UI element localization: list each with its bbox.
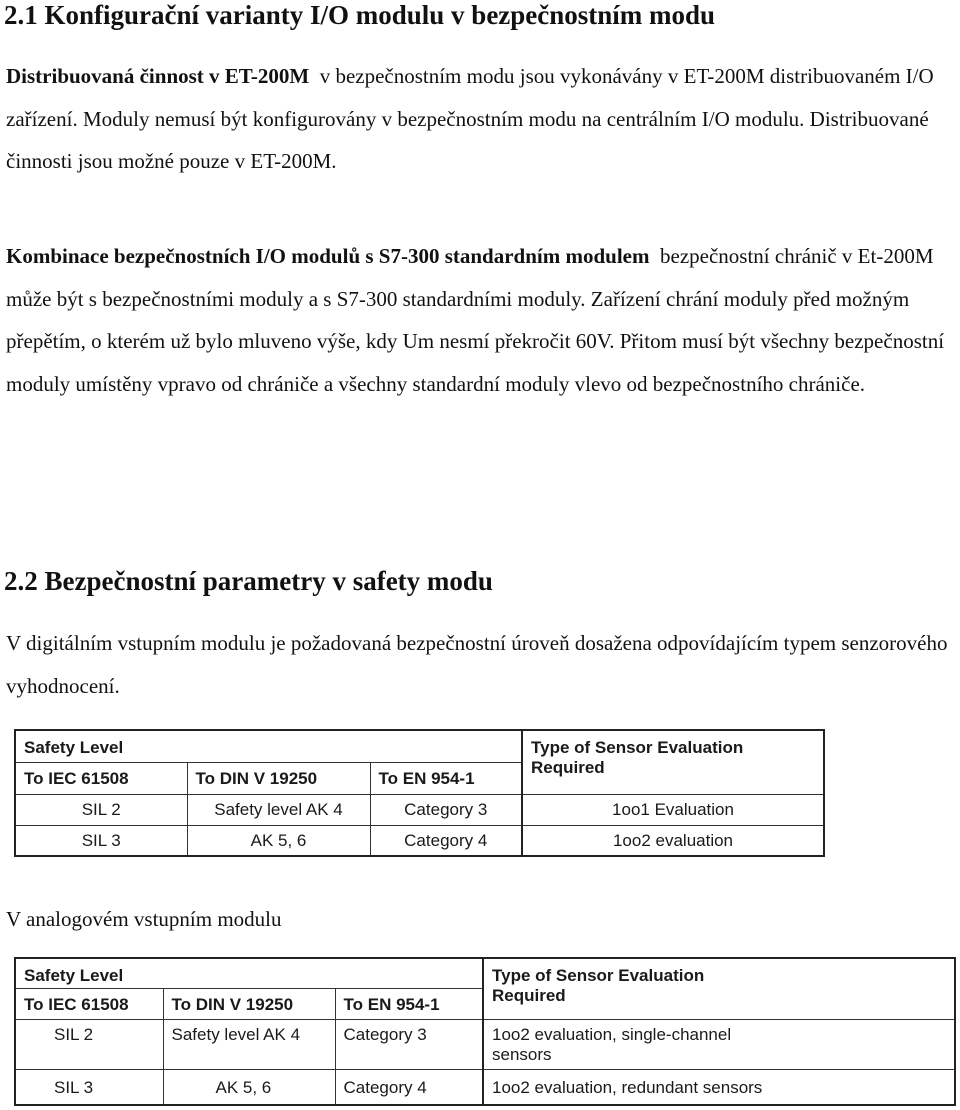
cell-din: AK 5, 6 xyxy=(163,1069,335,1105)
cell-evaluation-line2: sensors xyxy=(492,1044,552,1064)
analog-input-label: V analogovém vstupním modulu xyxy=(6,907,282,931)
cell-iec: SIL 3 xyxy=(15,825,187,856)
cell-din: Safety level AK 4 xyxy=(187,794,370,825)
header-sensor-evaluation xyxy=(522,730,824,794)
safety-table-analog xyxy=(14,957,956,1106)
paragraph-distributed-lead: Distribuovaná činnost v ET-200M xyxy=(6,64,310,88)
header-safety-level: Safety Level xyxy=(15,730,522,762)
cell-iec: SIL 2 xyxy=(15,794,187,825)
table-row xyxy=(15,794,824,825)
section-heading-2-2: 2.2 Bezpečnostní parametry v safety modu xyxy=(4,566,493,596)
header-din-v-19250: To DIN V 19250 xyxy=(163,988,335,1019)
header-sensor-evaluation-line1: Type of Sensor Evaluation xyxy=(531,738,744,757)
cell-en: Category 4 xyxy=(370,825,522,856)
cell-evaluation: 1oo1 Evaluation xyxy=(522,794,824,825)
cell-din: Safety level AK 4 xyxy=(163,1019,335,1069)
cell-din: AK 5, 6 xyxy=(187,825,370,856)
cell-en: Category 3 xyxy=(370,794,522,825)
cell-iec: SIL 3 xyxy=(15,1069,163,1105)
section-heading-2-1: 2.1 Konfigurační varianty I/O modulu v bezpečnostním modu xyxy=(4,0,716,30)
paragraph-distributed xyxy=(6,55,958,183)
header-din-v-19250: To DIN V 19250 xyxy=(187,762,370,794)
header-safety-level: Safety Level xyxy=(15,958,483,988)
cell-evaluation: 1oo2 evaluation xyxy=(522,825,824,856)
cell-evaluation: 1oo2 evaluation, redundant sensors xyxy=(483,1069,955,1105)
cell-en: Category 3 xyxy=(335,1019,483,1069)
paragraph-digital-input: V digitálním vstupním modulu je požadovaná bezpečnostní úroveň dosažena odpovídajícím typem senzorového vyhodnocení. xyxy=(6,631,948,698)
table-row xyxy=(15,825,824,856)
header-en-954-1: To EN 954-1 xyxy=(335,988,483,1019)
paragraph-combination xyxy=(6,235,958,405)
table-row xyxy=(15,1069,955,1105)
cell-iec: SIL 2 xyxy=(15,1019,163,1069)
cell-evaluation xyxy=(483,1019,955,1069)
paragraph-combination-lead: Kombinace bezpečnostních I/O modulů s S7-300 standardním modulem xyxy=(6,244,650,268)
cell-en: Category 4 xyxy=(335,1069,483,1105)
header-sensor-evaluation-line2: Required xyxy=(531,758,605,777)
cell-evaluation-line1: 1oo2 evaluation, single-channel xyxy=(492,1024,732,1044)
table-row xyxy=(15,1019,955,1069)
safety-table-digital xyxy=(14,729,825,857)
header-en-954-1: To EN 954-1 xyxy=(370,762,522,794)
header-iec-61508: To IEC 61508 xyxy=(15,988,163,1019)
header-sensor-evaluation-line1: Type of Sensor Evaluation xyxy=(492,966,705,985)
header-sensor-evaluation xyxy=(483,958,955,1019)
paragraph-distributed-text: v bezpečnostním modu jsou vykonávány v ET-200M distribuovaném I/O zařízení. Moduly nemusí být konfigurovány v bezpečnostním modu na centrálním I/O modulu. Distribuované činnosti jsou možné pouze v ET-200M. xyxy=(6,64,939,173)
header-iec-61508: To IEC 61508 xyxy=(15,762,187,794)
header-sensor-evaluation-line2: Required xyxy=(492,986,566,1005)
paragraph-combination-text: bezpečnostní chránič v Et-200M může být s bezpečnostními moduly a s S7-300 standardními moduly. Zařízení chrání moduly před možným přepětím, o kterém už bylo mluveno výše, kdy Um nesmí překročit 60V. Přitom musí být všechny bezpečnostní moduly umístěny vpravo od chrániče a všechny standardní moduly vlevo od bezpečnostního chrániče. xyxy=(6,244,950,396)
